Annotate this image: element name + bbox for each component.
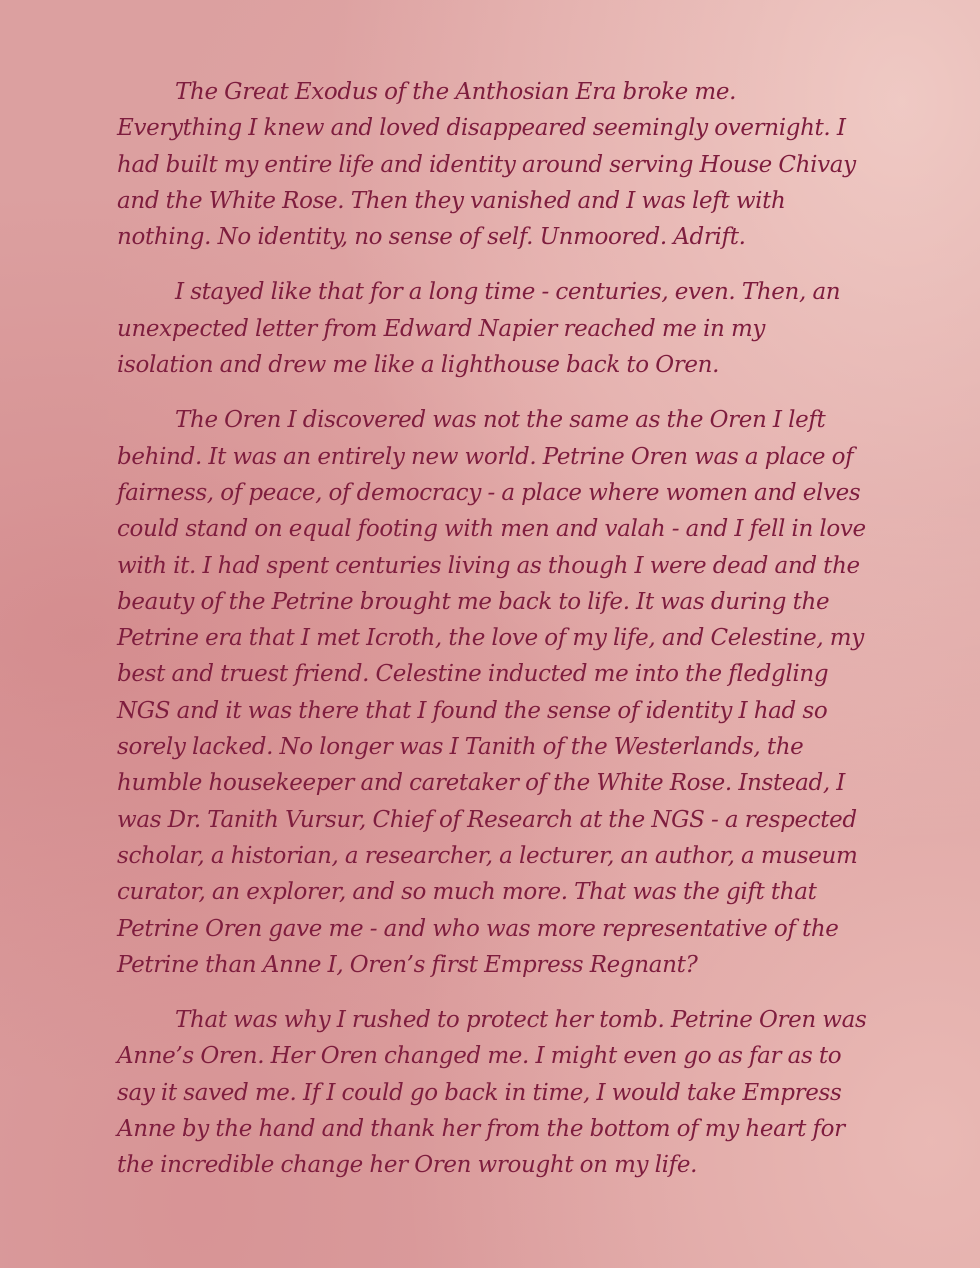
paragraph-exodus: The Great Exodus of the Anthosian Era broke me. Everything I knew and loved disappeared seemingly overnight. I had built my entire life and identity around serving House Chivay and the White Rose. Then they vanished and I was left with nothing. No identity, no sense of self. Unmoored. Adrift. <box>117 79 856 251</box>
paragraph-petrine-oren: The Oren I discovered was not the same as the Oren I left behind. It was an entirely new world. Petrine Oren was a place of fairness, of peace, of democracy - a place where women and elves could stand on equal footing with men and valah - and I fell in love with it. I had spent centuries living as though I were dead and the beauty of the Petrine brought me back to life. It was during the Petrine era that I met Icroth, the love of my life, and Celestine, my best and truest friend. Celestine inducted me into the fledgling NGS and it was there that I found the sense of identity I had so sorely lacked. No longer was I Tanith of the Westerlands, the humble housekeeper and caretaker of the White Rose. Instead, I was Dr. Tanith Vursur, Chief of Research at the NGS - a respected scholar, a historian, a researcher, a lecturer, an author, a museum curator, an explorer, and so much more. That was the gift that Petrine Oren gave me - and who was more representative of the Petrine than Anne I, Oren’s first Empress Regnant? <box>117 407 866 978</box>
paragraph-letter-from-napier: I stayed like that for a long time - centuries, even. Then, an unexpected letter from Edward Napier reached me in my isolation and drew me like a lighthouse back to Oren. <box>117 279 841 379</box>
paragraph-anne-tomb: That was why I rushed to protect her tomb. Petrine Oren was Anne’s Oren. Her Oren changed me. I might even go as far as to say it saved me. If I could go back in time, I would take Empress Anne by the hand and thank her from the bottom of my heart for the incredible change her Oren wrought on my life. <box>117 1007 867 1179</box>
letter-page <box>117 74 867 1203</box>
